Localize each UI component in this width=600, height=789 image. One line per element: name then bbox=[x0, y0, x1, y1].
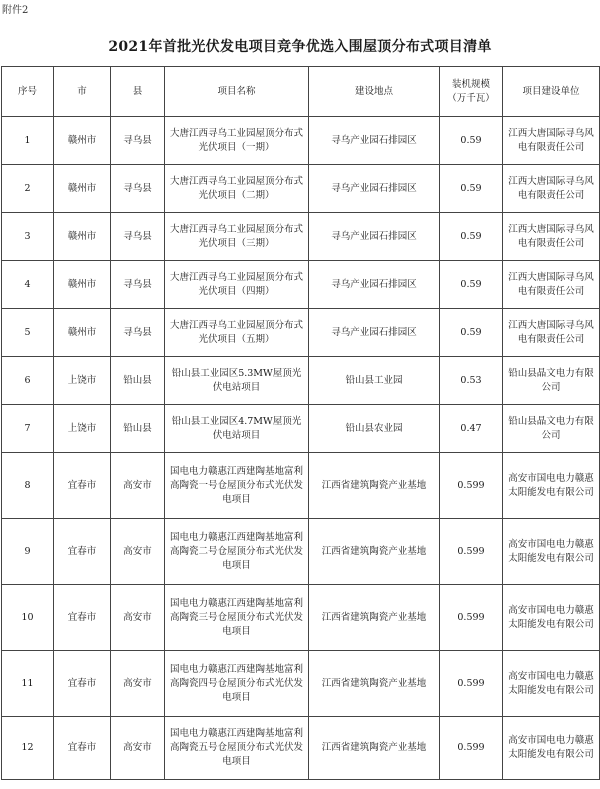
cell-city: 赣州市 bbox=[54, 117, 111, 165]
cell-unit: 铅山县晶文电力有限公司 bbox=[503, 357, 600, 405]
header-county: 县 bbox=[111, 67, 165, 117]
cell-project-name: 铅山县工业园区4.7MW屋顶光伏电站项目 bbox=[165, 405, 309, 453]
cell-capacity: 0.59 bbox=[440, 261, 503, 309]
cell-location: 寻乌产业园石排园区 bbox=[309, 165, 440, 213]
table-row bbox=[2, 165, 600, 213]
header-capacity: 装机规模（万千瓦） bbox=[440, 67, 503, 117]
cell-county: 寻乌县 bbox=[111, 117, 165, 165]
cell-capacity: 0.59 bbox=[440, 117, 503, 165]
cell-county: 高安市 bbox=[111, 585, 165, 651]
cell-no: 7 bbox=[2, 405, 54, 453]
project-list-table bbox=[1, 66, 600, 780]
cell-no: 9 bbox=[2, 519, 54, 585]
cell-no: 2 bbox=[2, 165, 54, 213]
cell-location: 寻乌产业园石排园区 bbox=[309, 309, 440, 357]
table-row bbox=[2, 519, 600, 585]
cell-city: 赣州市 bbox=[54, 309, 111, 357]
header-city: 市 bbox=[54, 67, 111, 117]
document-title: 2021年首批光伏发电项目竞争优选入围屋顶分布式项目清单 bbox=[108, 39, 492, 55]
cell-capacity: 0.599 bbox=[440, 651, 503, 717]
cell-unit: 高安市国电电力赣惠太阳能发电有限公司 bbox=[503, 651, 600, 717]
cell-unit: 高安市国电电力赣惠太阳能发电有限公司 bbox=[503, 585, 600, 651]
cell-county: 高安市 bbox=[111, 519, 165, 585]
cell-project-name: 大唐江西寻乌工业园屋顶分布式光伏项目（四期） bbox=[165, 261, 309, 309]
table-row bbox=[2, 261, 600, 309]
cell-no: 11 bbox=[2, 651, 54, 717]
cell-county: 铅山县 bbox=[111, 405, 165, 453]
table-row bbox=[2, 717, 600, 780]
table-row bbox=[2, 357, 600, 405]
cell-unit: 江西大唐国际寻乌风电有限责任公司 bbox=[503, 261, 600, 309]
cell-county: 高安市 bbox=[111, 717, 165, 780]
cell-county: 寻乌县 bbox=[111, 309, 165, 357]
cell-city: 上饶市 bbox=[54, 405, 111, 453]
cell-capacity: 0.53 bbox=[440, 357, 503, 405]
cell-project-name: 国电电力赣惠江西建陶基地富利高陶瓷二号仓屋顶分布式光伏发电项目 bbox=[165, 519, 309, 585]
cell-no: 10 bbox=[2, 585, 54, 651]
cell-project-name: 国电电力赣惠江西建陶基地富利高陶瓷四号仓屋顶分布式光伏发电项目 bbox=[165, 651, 309, 717]
table-row bbox=[2, 405, 600, 453]
cell-city: 宜春市 bbox=[54, 585, 111, 651]
cell-project-name: 国电电力赣惠江西建陶基地富利高陶瓷三号仓屋顶分布式光伏发电项目 bbox=[165, 585, 309, 651]
cell-unit: 高安市国电电力赣惠太阳能发电有限公司 bbox=[503, 453, 600, 519]
cell-city: 宜春市 bbox=[54, 453, 111, 519]
header-no: 序号 bbox=[2, 67, 54, 117]
cell-capacity: 0.59 bbox=[440, 309, 503, 357]
cell-capacity: 0.599 bbox=[440, 453, 503, 519]
cell-location: 寻乌产业园石排园区 bbox=[309, 117, 440, 165]
cell-no: 6 bbox=[2, 357, 54, 405]
table-row bbox=[2, 453, 600, 519]
cell-location: 铅山县工业园 bbox=[309, 357, 440, 405]
cell-project-name: 大唐江西寻乌工业园屋顶分布式光伏项目（三期） bbox=[165, 213, 309, 261]
cell-location: 江西省建筑陶瓷产业基地 bbox=[309, 585, 440, 651]
cell-project-name: 国电电力赣惠江西建陶基地富利高陶瓷一号仓屋顶分布式光伏发电项目 bbox=[165, 453, 309, 519]
cell-unit: 高安市国电电力赣惠太阳能发电有限公司 bbox=[503, 519, 600, 585]
cell-unit: 江西大唐国际寻乌风电有限责任公司 bbox=[503, 165, 600, 213]
cell-project-name: 大唐江西寻乌工业园屋顶分布式光伏项目（五期） bbox=[165, 309, 309, 357]
table-row bbox=[2, 213, 600, 261]
cell-no: 4 bbox=[2, 261, 54, 309]
header-location: 建设地点 bbox=[309, 67, 440, 117]
cell-no: 8 bbox=[2, 453, 54, 519]
cell-no: 3 bbox=[2, 213, 54, 261]
table-row bbox=[2, 585, 600, 651]
cell-county: 高安市 bbox=[111, 651, 165, 717]
cell-location: 江西省建筑陶瓷产业基地 bbox=[309, 717, 440, 780]
cell-city: 宜春市 bbox=[54, 519, 111, 585]
cell-county: 寻乌县 bbox=[111, 165, 165, 213]
cell-city: 赣州市 bbox=[54, 213, 111, 261]
cell-location: 寻乌产业园石排园区 bbox=[309, 213, 440, 261]
cell-city: 上饶市 bbox=[54, 357, 111, 405]
cell-city: 宜春市 bbox=[54, 651, 111, 717]
cell-project-name: 大唐江西寻乌工业园屋顶分布式光伏项目（二期） bbox=[165, 165, 309, 213]
cell-county: 寻乌县 bbox=[111, 213, 165, 261]
cell-city: 宜春市 bbox=[54, 717, 111, 780]
cell-no: 12 bbox=[2, 717, 54, 780]
cell-location: 江西省建筑陶瓷产业基地 bbox=[309, 519, 440, 585]
cell-no: 1 bbox=[2, 117, 54, 165]
table-row bbox=[2, 651, 600, 717]
cell-no: 5 bbox=[2, 309, 54, 357]
cell-capacity: 0.59 bbox=[440, 213, 503, 261]
cell-county: 寻乌县 bbox=[111, 261, 165, 309]
cell-capacity: 0.599 bbox=[440, 585, 503, 651]
cell-county: 铅山县 bbox=[111, 357, 165, 405]
cell-unit: 铅山县晶文电力有限公司 bbox=[503, 405, 600, 453]
cell-location: 江西省建筑陶瓷产业基地 bbox=[309, 453, 440, 519]
cell-project-name: 国电电力赣惠江西建陶基地富利高陶瓷五号仓屋顶分布式光伏发电项目 bbox=[165, 717, 309, 780]
cell-location: 铅山县农业园 bbox=[309, 405, 440, 453]
header-unit: 项目建设单位 bbox=[503, 67, 600, 117]
table-row bbox=[2, 117, 600, 165]
table-header-row bbox=[2, 67, 600, 117]
cell-city: 赣州市 bbox=[54, 165, 111, 213]
cell-capacity: 0.47 bbox=[440, 405, 503, 453]
cell-unit: 高安市国电电力赣惠太阳能发电有限公司 bbox=[503, 717, 600, 780]
cell-capacity: 0.599 bbox=[440, 519, 503, 585]
cell-location: 寻乌产业园石排园区 bbox=[309, 261, 440, 309]
cell-unit: 江西大唐国际寻乌风电有限责任公司 bbox=[503, 309, 600, 357]
cell-location: 江西省建筑陶瓷产业基地 bbox=[309, 651, 440, 717]
cell-unit: 江西大唐国际寻乌风电有限责任公司 bbox=[503, 117, 600, 165]
header-project-name: 项目名称 bbox=[165, 67, 309, 117]
cell-city: 赣州市 bbox=[54, 261, 111, 309]
attachment-label: 附件2 bbox=[2, 5, 29, 16]
cell-capacity: 0.599 bbox=[440, 717, 503, 780]
table-row bbox=[2, 309, 600, 357]
cell-project-name: 铅山县工业园区5.3MW屋顶光伏电站项目 bbox=[165, 357, 309, 405]
cell-project-name: 大唐江西寻乌工业园屋顶分布式光伏项目（一期） bbox=[165, 117, 309, 165]
cell-capacity: 0.59 bbox=[440, 165, 503, 213]
cell-county: 高安市 bbox=[111, 453, 165, 519]
cell-unit: 江西大唐国际寻乌风电有限责任公司 bbox=[503, 213, 600, 261]
